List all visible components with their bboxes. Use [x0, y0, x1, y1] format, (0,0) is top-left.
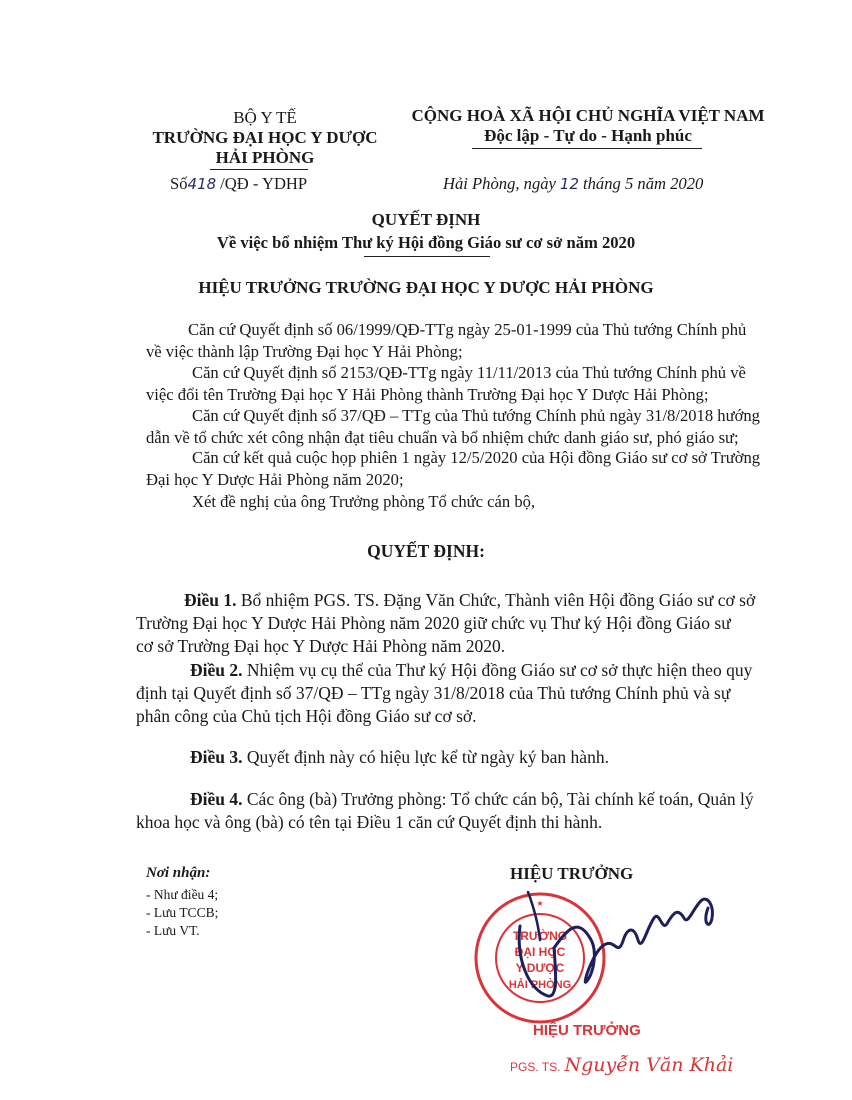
list-item: - Lưu VT. — [146, 923, 200, 938]
seal-line-3: Y DƯỢC — [515, 961, 565, 975]
article-label: Điều 3. — [190, 747, 243, 767]
seal-line-1: TRƯỜNG — [512, 929, 568, 943]
date-line — [443, 173, 703, 195]
decision-heading: QUYẾT ĐỊNH: — [367, 541, 485, 561]
signer-name — [510, 1054, 733, 1076]
subject-underline — [364, 256, 490, 257]
date-day-handwritten: 12 — [559, 175, 580, 193]
seal-star: ★ — [536, 899, 544, 908]
issuing-authority: HIỆU TRƯỞNG TRƯỜNG ĐẠI HỌC Y DƯỢC HẢI PHÒNG — [198, 278, 654, 297]
signer-name-handwritten: Nguyễn Văn Khải — [564, 1054, 734, 1076]
date-suffix: tháng 5 năm 2020 — [583, 174, 704, 193]
article-3: Điều 3. Quyết định này có hiệu lực kể từ ngày ký ban hành. — [190, 747, 609, 767]
list-item: Căn cứ Quyết định số 37/QĐ – TTg của Thủ tướng Chính phủ ngày 31/8/2018 hướng dẫn về tổ chức xét công nhận đạt tiêu chuẩn và bổ nhiệm chức danh giáo sư, phó giáo sư; — [146, 406, 760, 447]
article-4: Điều 4. Các ông (bà) Trưởng phòng: Tổ chức cán bộ, Tài chính kế toán, Quản lý khoa học và ông (bà) có tên tại Điều 1 căn cứ Quyết định thi hành. — [136, 789, 754, 832]
school-name-line2: HẢI PHÒNG — [215, 148, 315, 167]
list-item: Căn cứ Quyết định số 06/1999/QĐ-TTg ngày 25-01-1999 của Thủ tướng Chính phủ về việc thành lập Trường Đại học Y Hải Phòng; — [146, 320, 747, 361]
article-1: Điều 1. Bổ nhiệm PGS. TS. Đặng Văn Chức, Thành viên Hội đồng Giáo sư cơ sở Trường Đại học Y Dược Hải Phòng năm 2020 giữ chức vụ Thư ký Hội đồng Giáo sư cơ sở Trường Đại học Y Dược Hải Phòng năm 2020. — [136, 590, 756, 656]
list-item: Căn cứ Quyết định số 2153/QĐ-TTg ngày 11/11/2013 của Thủ tướng Chính phủ về việc đổi tên Trường Đại học Y Hải Phòng thành Trường Đại học Y Dược Hải Phòng; — [146, 363, 746, 404]
recipients-list — [146, 886, 218, 940]
handwritten-signature — [498, 878, 748, 1008]
list-item: - Lưu TCCB; — [146, 905, 219, 920]
decision-subject: Về việc bổ nhiệm Thư ký Hội đồng Giáo sư cơ sở năm 2020 — [216, 233, 636, 252]
number-prefix: Số — [170, 174, 188, 193]
seal-line-4: HẢI PHÒNG — [508, 979, 572, 991]
motto: Độc lập - Tự do - Hạnh phúc — [484, 126, 692, 145]
signer-degree: PGS. TS. — [510, 1060, 561, 1074]
decision-title: QUYẾT ĐỊNH — [371, 210, 481, 229]
motto-underline — [472, 148, 702, 149]
list-item: Xét đề nghị của ông Trưởng phòng Tổ chức cán bộ, — [192, 492, 536, 511]
seal-line-2: ĐẠI HỌC — [514, 945, 566, 959]
article-label: Điều 4. — [190, 789, 243, 809]
article-2: Điều 2. Nhiệm vụ cụ thể của Thư ký Hội đồng Giáo sư cơ sở thực hiện theo quy định tại Quyết định số 37/QĐ – TTg ngày 31/8/2018 của Thủ tướng Chính phủ và sự phân công của Chủ tịch Hội đồng Giáo sư cơ sở. — [136, 660, 753, 726]
list-item: - Như điều 4; — [146, 887, 219, 902]
ministry-name: BỘ Y TẾ — [233, 108, 297, 127]
article-label: Điều 1. — [184, 590, 237, 610]
school-underline — [210, 169, 308, 170]
document-number — [170, 173, 307, 195]
number-suffix: /QĐ - YDHP — [220, 174, 308, 193]
date-prefix: Hải Phòng, ngày — [443, 174, 556, 193]
recipients-heading: Nơi nhận: — [146, 865, 211, 881]
list-item: Căn cứ kết quả cuộc họp phiên 1 ngày 12/5/2020 của Hội đồng Giáo sư cơ sở Trường Đại học Y Dược Hải Phòng năm 2020; — [146, 448, 761, 489]
school-name-line1: TRƯỜNG ĐẠI HỌC Y DƯỢC — [152, 128, 378, 147]
stamp-signer-title: HIỆU TRƯỞNG — [533, 1022, 641, 1039]
number-handwritten: 418 — [187, 175, 217, 193]
country-name: CỘNG HOÀ XÃ HỘI CHỦ NGHĨA VIỆT NAM — [411, 106, 765, 125]
signature-title: HIỆU TRƯỞNG — [510, 864, 634, 883]
article-label: Điều 2. — [190, 660, 243, 680]
